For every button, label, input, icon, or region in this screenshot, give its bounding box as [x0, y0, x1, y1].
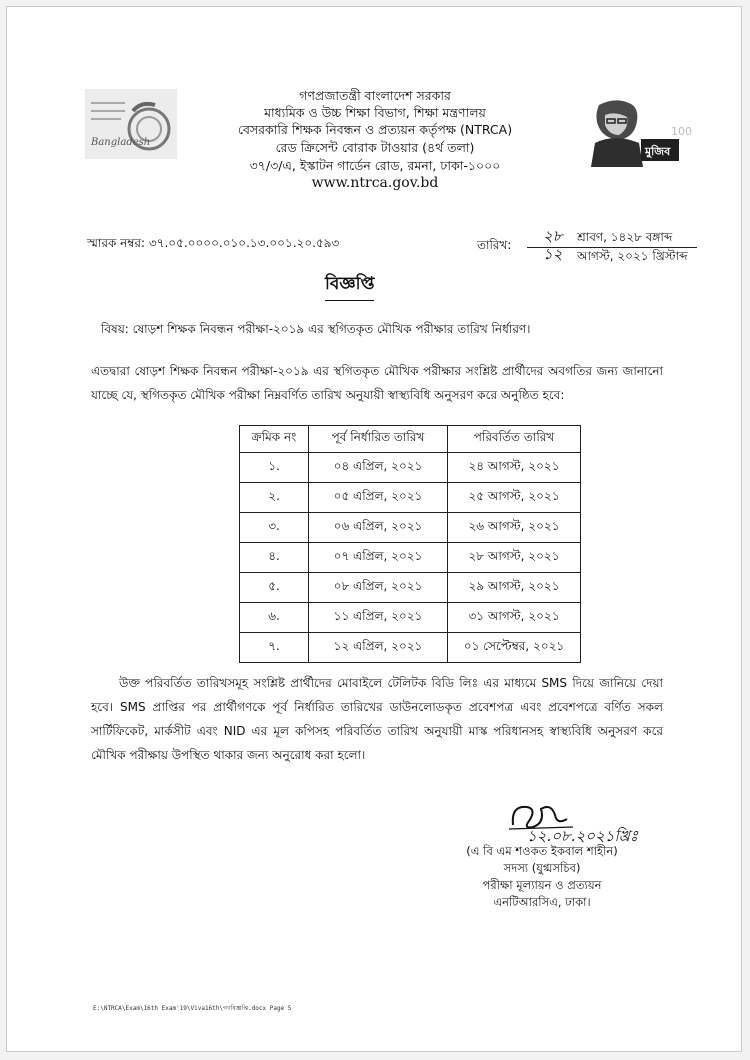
signatory-department: পরীক্ষা মূল্যায়ন ও প্রত্যয়ন — [482, 878, 602, 892]
previous-date-cell: ০৬ এপ্রিল, ২০২১ — [309, 513, 448, 543]
intro-paragraph: এতদ্বারা ষোড়শ শিক্ষক নিবন্ধন পরীক্ষা-২০১৯ এর স্থগিতকৃত মৌখিক পরীক্ষার সংশ্লিষ্ট প্রার্থীদের অবগতির জন্য জানানো যাচ্ছে যে, স্থগিতকৃত মৌখিক পরীক্ষা নিম্নবর্ণিত তারিখ অনুযায়ী স্বাস্থ্যবিধি অনুসরণ করে অনুষ্ঠিত হবে: — [91, 364, 663, 402]
body-paragraph: উক্ত পরিবর্তিত তারিখসমূহ সংশ্লিষ্ট প্রার্থীদের মোবাইলে টেলিটক বিডি লিঃ এর মাধ্যমে SMS দিয়ে জানিয়ে দেয়া হবে। SMS প্রাপ্তির পর প্রার্থীগণকে পূর্ব নির্ধারিত তারিখের ডাউনলোডকৃত প্রবেশপত্র এবং প্রবেশপত্রে বর্ণিত সকল সার্টিফিকেট, মার্কসীট এবং NID এর মূল কপিসহ পরিবর্তিত তারিখ অনুযায়ী মাস্ক পরিধানসহ স্বাস্থ্যবিধি অনুসরণ করে মৌখিক পরীক্ষায় উপস্থিত থাকার জন্য অনুরোধ করা হলো। — [91, 676, 663, 762]
table-row — [240, 573, 581, 603]
memo-label: স্মারক নম্বর: — [87, 236, 146, 250]
schedule-table — [239, 425, 581, 663]
bangla-day: ২৮ — [543, 227, 563, 245]
previous-date-cell: ১২ এপ্রিল, ২০২১ — [309, 633, 448, 663]
previous-date-cell: ০৪ এপ্রিল, ২০২১ — [309, 453, 448, 483]
table-row — [240, 483, 581, 513]
portrait-caption: মুজিব — [645, 145, 671, 158]
notice-title: বিজ্ঞপ্তি — [325, 271, 374, 301]
logo-text: Bangladesh — [91, 137, 151, 148]
revised-date-cell: ৩১ আগস্ট, ২০২১ — [448, 603, 581, 633]
serial-cell: ৪. — [240, 543, 309, 573]
svg-text:100: 100 — [671, 125, 692, 138]
memo-number — [87, 235, 339, 255]
english-date: আগস্ট, ২০২১ খ্রিস্টাব্দ — [577, 249, 688, 263]
subject-line: বিষয়: ষোড়শ শিক্ষক নিবন্ধন পরীক্ষা-২০১৯ এর স্থগিতকৃত মৌখিক পরীক্ষার তারিখ নির্ধারণ। — [101, 322, 531, 336]
serial-cell: ২. — [240, 483, 309, 513]
table-row — [240, 453, 581, 483]
notice-page — [6, 6, 742, 1052]
table-row — [240, 633, 581, 663]
bangla-date: শ্রাবণ, ১৪২৮ বঙ্গাব্দ — [577, 230, 673, 244]
revised-date-cell: ২৮ আগস্ট, ২০২১ — [448, 543, 581, 573]
previous-date-cell: ০৭ এপ্রিল, ২০২১ — [309, 543, 448, 573]
revised-date-cell: ২৯ আগস্ট, ২০২১ — [448, 573, 581, 603]
revised-date-cell: ২৪ আগস্ট, ২০২১ — [448, 453, 581, 483]
header-line-5: ৩৭/৩/এ, ইস্কাটন গার্ডেন রোড, রমনা, ঢাকা-১০০০ — [249, 158, 501, 173]
revised-date-cell: ২৬ আগস্ট, ২০২১ — [448, 513, 581, 543]
header-line-3: বেসরকারি শিক্ষক নিবন্ধন ও প্রত্যয়ন কর্তৃপক্ষ (NTRCA) — [237, 122, 513, 137]
memo-value: ৩৭.০৫.০০০০.০১০.১৩.০০১.২০.৫৯৩ — [148, 236, 340, 250]
header-line-2: মাধ্যমিক ও উচ্চ শিক্ষা বিভাগ, শিক্ষা মন্ত্রণালয় — [264, 105, 486, 120]
signature-date: ১২.০৮.২০২১খ্রিঃ — [527, 827, 638, 845]
previous-date-cell: ০৮ এপ্রিল, ২০২১ — [309, 573, 448, 603]
english-day: ১২ — [543, 245, 563, 263]
serial-cell: ৫. — [240, 573, 309, 603]
header-revised-date: পরিবর্তিত তারিখ — [448, 426, 581, 453]
previous-date-cell: ১১ এপ্রিল, ২০২১ — [309, 603, 448, 633]
signatory-office: এনটিআরসিএ, ঢাকা। — [493, 895, 591, 909]
serial-cell: ৭. — [240, 633, 309, 663]
serial-cell: ১. — [240, 453, 309, 483]
table-row — [240, 513, 581, 543]
website-link[interactable]: www.ntrca.gov.bd — [311, 175, 439, 191]
header-line-1: গণপ্রজাতন্ত্রী বাংলাদেশ সরকার — [299, 88, 451, 103]
serial-cell: ৩. — [240, 513, 309, 543]
date-block — [477, 229, 707, 265]
header-line-4: রেড ক্রিসেন্ট বোরাক টাওয়ার (৪র্থ তলা) — [275, 140, 475, 155]
previous-date-cell: ০৫ এপ্রিল, ২০২১ — [309, 483, 448, 513]
table-row — [240, 603, 581, 633]
revised-date-cell: ২৫ আগস্ট, ২০২১ — [448, 483, 581, 513]
table-header-row — [240, 426, 581, 453]
revised-date-cell: ০১ সেপ্টেম্বর, ২০২১ — [448, 633, 581, 663]
header-previous-date: পূর্ব নির্ধারিত তারিখ — [309, 426, 448, 453]
date-label: তারিখ: — [477, 238, 512, 252]
signatory-designation: সদস্য (যুগ্মসচিব) — [503, 861, 581, 875]
serial-cell: ৬. — [240, 603, 309, 633]
file-path-footer: E:\NTRCA\Exam\16th Exam'19\Viva16th\গণবিজ্ঞপ্তি.docx Page 5 — [93, 1005, 292, 1012]
signatory-name: (এ বি এম শওকত ইকবাল শাহীন) — [466, 844, 618, 858]
header-serial: ক্রমিক নং — [240, 426, 309, 453]
table-row — [240, 543, 581, 573]
